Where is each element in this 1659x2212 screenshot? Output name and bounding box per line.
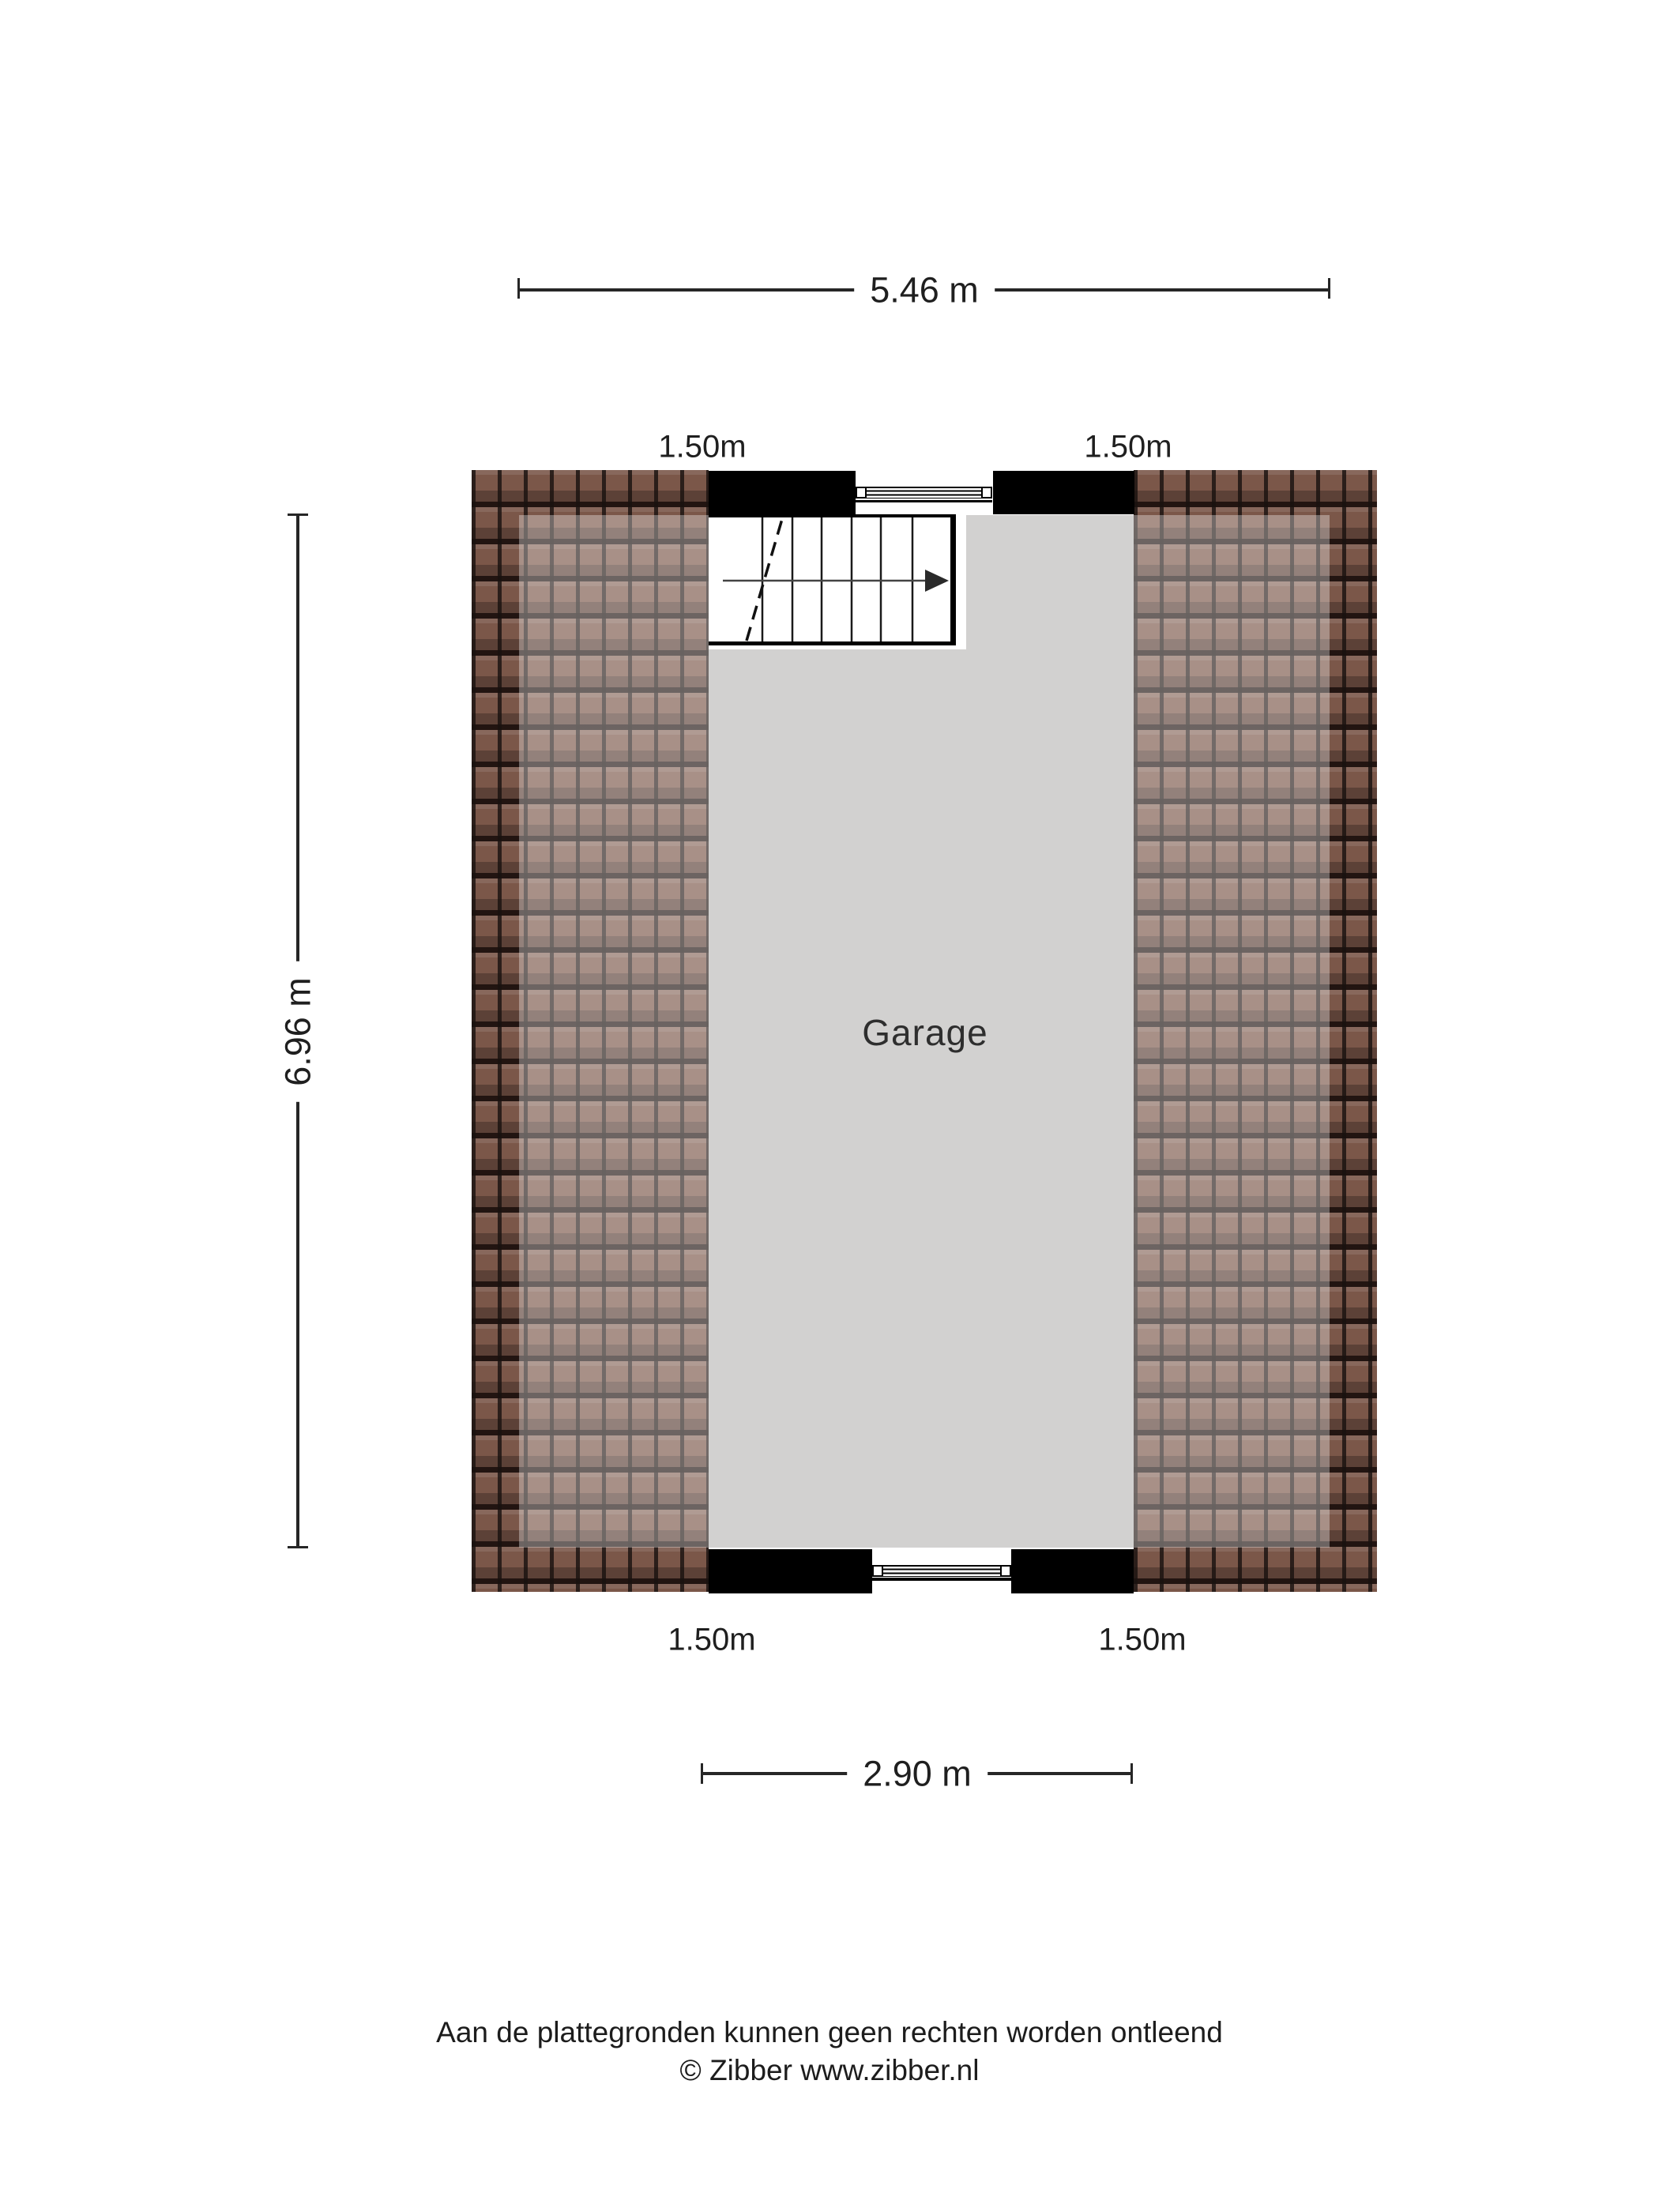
segment-label-bottom-right: 1.50m [1098, 1622, 1187, 1657]
staircase [709, 514, 956, 645]
segment-label-top-left: 1.50m [658, 429, 747, 465]
dimension-left-tick-bottom [288, 1546, 308, 1548]
wall-bottom-right [1011, 1549, 1134, 1593]
window-bottom [872, 1565, 1011, 1577]
roof-left-inner-zone [519, 515, 709, 1548]
footer-copyright: © Zibber www.zibber.nl [679, 2054, 980, 2086]
wall-bottom-left [709, 1549, 872, 1593]
dimension-bottom-tick-right [1130, 1763, 1133, 1784]
window-bottom-pane [883, 1565, 1000, 1577]
dimension-top-value: 5.46 m [854, 270, 995, 310]
window-bottom-jamb-right [1000, 1565, 1011, 1577]
segment-label-top-right: 1.50m [1084, 429, 1172, 465]
window-top-pane [867, 487, 981, 498]
roof-right-inner-zone [1134, 515, 1330, 1548]
window-bottom-sill [872, 1578, 1011, 1581]
dimension-bottom-tick-left [701, 1763, 703, 1784]
wall-top-left [709, 471, 856, 514]
stairs-drawing [709, 517, 950, 641]
dimension-left-tick-top [288, 514, 308, 516]
window-top-jamb-right [981, 487, 992, 498]
stairs-direction-arrow [723, 570, 949, 592]
segment-label-bottom-left: 1.50m [668, 1622, 756, 1657]
dimension-bottom-value: 2.90 m [847, 1754, 988, 1793]
dimension-top-tick-left [517, 278, 520, 299]
dimension-left-value: 6.96 m [278, 961, 318, 1102]
room-label-garage: Garage [862, 1012, 988, 1053]
stair-treads [762, 517, 912, 641]
wall-top-right [993, 471, 1134, 514]
window-top-sill [856, 500, 992, 502]
footer-disclaimer: Aan de plattegronden kunnen geen rechten worden ontleend [436, 2016, 1223, 2048]
window-bottom-jamb-left [872, 1565, 883, 1577]
window-top [856, 487, 992, 498]
window-top-jamb-left [856, 487, 867, 498]
dimension-top-tick-right [1328, 278, 1330, 299]
